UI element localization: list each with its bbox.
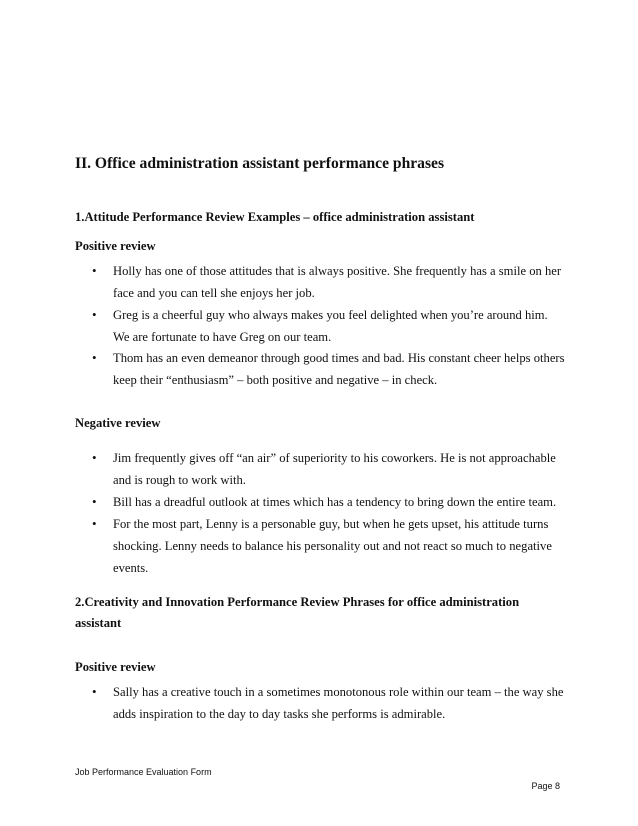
section-2-positive-label: Positive review xyxy=(75,660,156,674)
bullet-icon: • xyxy=(92,516,97,531)
list-item-line: face and you can tell she enjoys her job. xyxy=(113,286,315,300)
bullet-icon: • xyxy=(92,307,97,322)
list-item-line: Greg is a cheerful guy who always makes you feel delighted when you’re around him. xyxy=(113,308,548,322)
list-item-line: Jim frequently gives off “an air” of superiority to his coworkers. He is not approachable xyxy=(113,451,556,465)
list-item-line: Holly has one of those attitudes that is always positive. She frequently has a smile on her xyxy=(113,264,562,278)
page-heading: II. Office administration assistant performance phrases xyxy=(75,155,445,172)
list-item-line: events. xyxy=(113,561,149,575)
list-item-line: Thom has an even demeanor through good times and bad. His constant cheer helps others xyxy=(113,351,565,365)
footer-page-number: Page 8 xyxy=(531,781,560,791)
bullet-icon: • xyxy=(92,263,97,278)
section-1-negative-label: Negative review xyxy=(75,416,161,430)
list-item-line: and is rough to work with. xyxy=(113,473,246,487)
list-item-line: shocking. Lenny needs to balance his personality out and not react so much to negative xyxy=(113,539,552,553)
section-1-positive-label: Positive review xyxy=(75,239,156,253)
section-1-title: 1.Attitude Performance Review Examples – office administration assistant xyxy=(75,210,475,224)
bullet-icon: • xyxy=(92,450,97,465)
section-2-title-line: 2.Creativity and Innovation Performance Review Phrases for office administration xyxy=(75,595,520,609)
list-item-line: keep their “enthusiasm” – both positive and negative – in check. xyxy=(113,373,438,387)
list-item-line: We are fortunate to have Greg on our team. xyxy=(113,330,332,344)
bullet-icon: • xyxy=(92,494,97,509)
bullet-icon: • xyxy=(92,350,97,365)
bullet-icon: • xyxy=(92,684,97,699)
list-item-line: Sally has a creative touch in a sometimes monotonous role within our team – the way she xyxy=(113,685,564,699)
list-item-line: adds inspiration to the day to day tasks she performs is admirable. xyxy=(113,707,446,721)
list-item-line: Bill has a dreadful outlook at times which has a tendency to bring down the entire team. xyxy=(113,495,557,509)
list-item-line: For the most part, Lenny is a personable guy, but when he gets upset, his attitude turns xyxy=(113,517,549,531)
footer-form-name: Job Performance Evaluation Form xyxy=(75,767,212,777)
section-2-title-line: assistant xyxy=(75,616,122,630)
